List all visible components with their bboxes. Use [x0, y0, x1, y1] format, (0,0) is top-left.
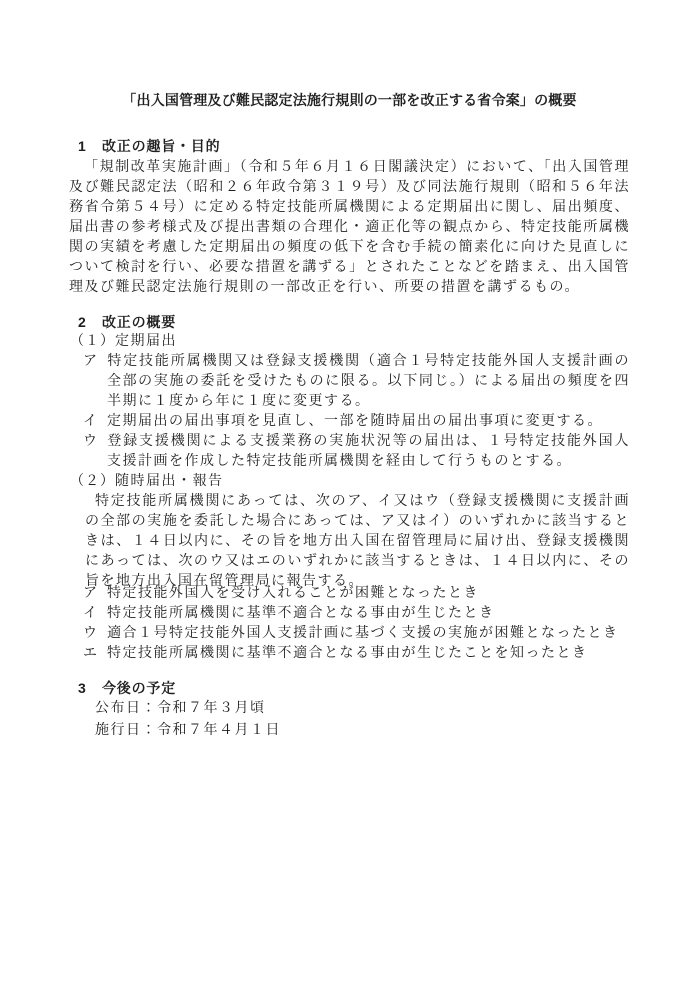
section-2-heading — [78, 312, 630, 332]
item-text: 適合１号特定技能外国人支援計画に基づく支援の実施が困難となったとき — [107, 626, 619, 641]
subsection-2-paragraph: 特定技能所属機関にあっては、次のア、イ又はウ（登録支援機関に支援計画の全部の実施を委託した場合にあっては、ア又はイ）のいずれかに該当するときは、１４日以内に、その旨を地方出入国在留管理局に届け出、登録支援機関にあっては、次のウ又はエのいずれかに該当するときは、１４日以内に、その旨を地方出入国在留管理局に報告する。 — [85, 494, 630, 589]
item-marker: イ — [83, 606, 97, 621]
item-marker: ウ — [83, 626, 97, 641]
section-2-heading-text: 改正の概要 — [102, 314, 176, 330]
subsection-2-heading: 随時届出・報告 — [115, 474, 224, 489]
list-item — [83, 432, 630, 472]
item-marker: ア — [83, 354, 97, 369]
list-item — [83, 604, 630, 624]
page-title: 「出入国管理及び難民認定法施行規則の一部を改正する省令案」の概要 — [122, 92, 577, 108]
section-1-number: 1 — [78, 138, 87, 154]
item-text: 登録支援機関による支援業務の実施状況等の届出は、１号特定技能外国人支援計画を作成した特定技能所属機関を経由して行うものとする。 — [107, 434, 630, 469]
list-item — [83, 412, 630, 432]
item-text: 特定技能所属機関に基準不適合となる事由が生じたとき — [107, 606, 495, 621]
item-marker: エ — [83, 646, 97, 661]
schedule-line-promulgation: 公布日：令和７年３月頃 — [95, 701, 266, 716]
section-1-paragraph: 「規制改革実施計画」（令和５年６月１６日閣議決定）において、「出入国管理及び難民認定法（昭和２６年政令第３１９号）及び同法施行規則（昭和５６年法務省令第５４号）に定める特定技能所属機関による定期届出に関し、届出頻度、届出書の参考様式及び提出書類の合理化・適正化等の観点から、特定技能所属機関の実績を考慮した定期届出の頻度の低下を含む手続の簡素化に向けた見直しについて検討を行い、必要な措置を講ずる」とされたことなどを踏まえ、出入国管理及び難民認定法施行規則の一部改正を行い、所要の措置を講ずるもの。 — [69, 160, 630, 295]
subsection-2-number: （２） — [70, 474, 115, 489]
list-item — [83, 584, 630, 604]
section-1-heading — [78, 136, 630, 156]
subsection-1-label — [70, 332, 630, 352]
item-text: 特定技能所属機関又は登録支援機関（適合１号特定技能外国人支援計画の全部の実施の委託を受けたものに限る。以下同じ。）による届出の頻度を四半期に１度から年に１度に変更する。 — [107, 354, 630, 409]
list-item — [83, 644, 630, 664]
subsection-2-item-list — [69, 584, 630, 664]
document-content — [69, 90, 630, 742]
subsection-1-number: （１） — [70, 334, 115, 349]
item-text: 特定技能外国人を受け入れることが困難となったとき — [107, 586, 479, 601]
section-3-heading — [78, 678, 630, 698]
item-marker: ウ — [83, 434, 97, 449]
list-item — [83, 352, 630, 412]
item-text: 特定技能所属機関に基準不適合となる事由が生じたことを知ったとき — [107, 646, 588, 661]
item-marker: ア — [83, 586, 97, 601]
section-3-number: 3 — [78, 680, 87, 696]
section-2-number: 2 — [78, 314, 87, 330]
item-marker: イ — [83, 414, 97, 429]
list-item — [83, 624, 630, 644]
item-text: 定期届出の届出事項を見直し、一部を随時届出の届出事項に変更する。 — [107, 414, 603, 429]
section-3-heading-text: 今後の予定 — [102, 680, 176, 696]
subsection-2-label — [70, 472, 630, 492]
section-1-heading-text: 改正の趣旨・目的 — [102, 138, 221, 154]
schedule-line-enforcement: 施行日：令和７年４月１日 — [95, 723, 281, 738]
subsection-1-heading: 定期届出 — [115, 334, 177, 349]
